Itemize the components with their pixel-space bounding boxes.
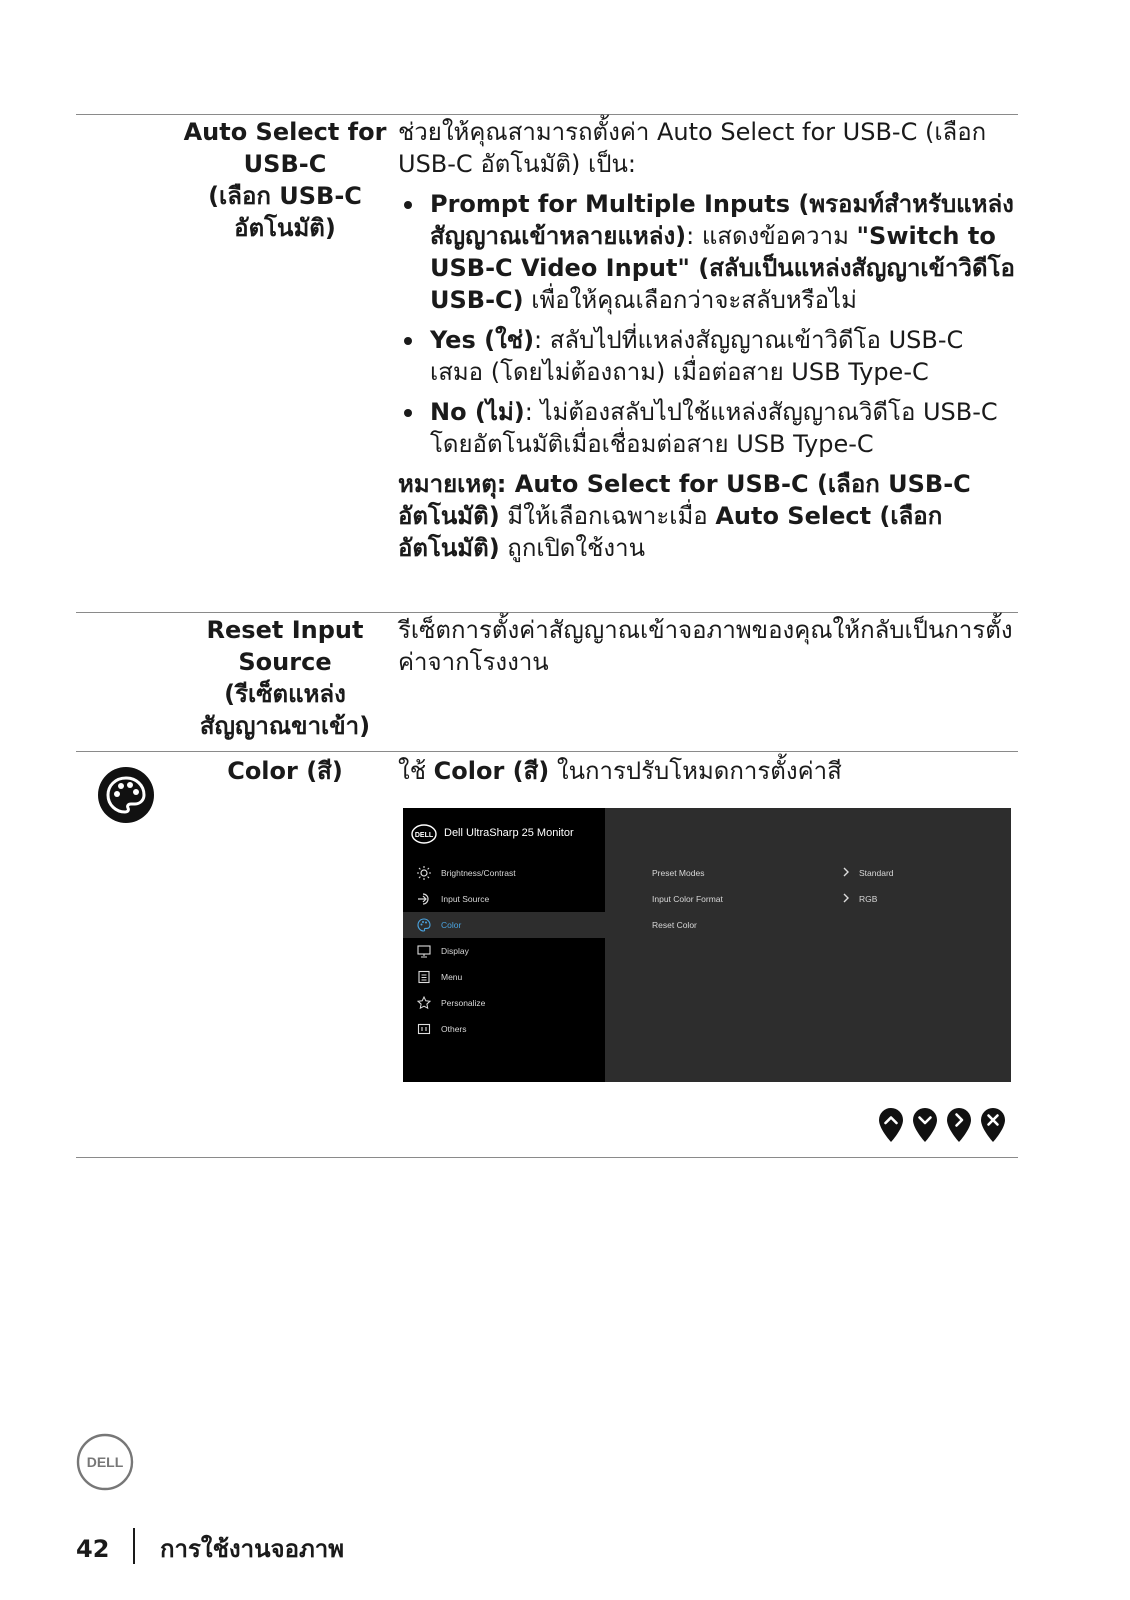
note [398,468,1018,564]
osd-menu-label: Others [441,1024,467,1034]
option-title: Yes (ใช่) [430,326,535,354]
dell-logo-icon [410,824,438,844]
osd-setting-value: RGB [859,894,878,904]
osd-menu-label: Display [441,946,469,956]
svg-text:DELL: DELL [86,1454,124,1470]
term-reset-input-source [176,614,394,742]
osd-setting-input-color-format[interactable] [605,886,1011,912]
option-text: : ไม่ต้องสลับไปใช้แหล่งสัญญาณวิดีโอ USB-C โดยอัตโนมัติเมื่อเชื่อมต่อสาย USB Type-C [430,398,998,458]
osd-sidebar [403,808,605,1082]
note-emphasis: Auto Select (เลือกอัตโนมัติ) [398,502,943,562]
osd-menu-personalize[interactable] [403,990,605,1016]
chapter-title: การใช้งานจอภาพ [160,1535,345,1563]
note-text: มีให้เลือกเฉพาะเมื่อ [499,502,716,530]
term-color [176,755,394,787]
term-line: อัตโนมัติ) [234,214,336,242]
osd-settings-panel [605,808,1011,1082]
display-icon [417,944,431,958]
desc-emphasis: Color (สี) [433,757,550,785]
osd-setting-value: Standard [859,868,894,878]
row-divider [76,612,1018,613]
right-button-icon [946,1107,972,1143]
option-no [398,396,1018,460]
osd-menu-color[interactable] [403,912,605,938]
osd-title: Dell UltraSharp 25 Monitor [444,827,574,839]
option-yes [398,324,1018,388]
color-palette-icon [417,918,431,932]
osd-menu-input-source[interactable] [403,886,605,912]
desc-reset-input-source [398,614,1018,678]
note-title: หมายเหตุ: Auto Select for USB-C (เลือก USB-C อัตโนมัติ) [398,470,971,530]
input-source-icon [417,892,431,906]
color-palette-icon [97,766,155,824]
osd-setting-label: Reset Color [652,920,697,930]
star-icon [417,996,431,1010]
others-icon [417,1022,431,1036]
chevron-right-icon [841,866,851,878]
option-prompt-multiple-inputs [398,188,1018,316]
term-line: Reset Input [206,616,364,644]
option-text: : สลับไปที่แหล่งสัญญาณเข้าวิดีโอ USB-C เสมอ (โดยไม่ต้องถาม) เมื่อต่อสาย USB Type-C [430,326,964,386]
term-line: Auto Select for [183,118,387,146]
osd-menu-label: Brightness/Contrast [441,868,516,878]
desc-intro: ช่วยให้คุณสามารถตั้งค่า Auto Select for USB-C (เลือก USB-C อัตโนมัติ) เป็น: [398,118,987,178]
osd-setting-reset-color[interactable] [605,912,1011,938]
osd-setting-label: Input Color Format [652,894,723,904]
desc-color [398,755,1018,787]
page-number: 42 [76,1535,110,1563]
term-line: Source [238,648,332,676]
note-text: ถูกเปิดใช้งาน [499,534,645,562]
desc-text: ใช้ [398,757,434,785]
svg-text:DELL: DELL [414,832,434,839]
option-text: เพื่อให้คุณเลือกว่าจะสลับหรือไม่ [523,286,857,314]
option-message: "Switch to USB-C Video Input" (สลับเป็นแหล่งสัญญาเข้าวิดีโอ USB-C) [430,222,1015,314]
up-button-icon [878,1107,904,1143]
menu-icon [417,970,431,984]
term-line: USB-C [243,150,327,178]
osd-menu-others[interactable] [403,1016,605,1042]
dell-logo-icon [76,1433,134,1491]
footer-divider [133,1528,135,1564]
option-text: : แสดงข้อความ [686,222,857,250]
brightness-icon [417,866,431,880]
row-divider [76,751,1018,752]
top-rule [76,114,1018,115]
option-title: No (ไม่) [430,398,525,426]
osd-setting-preset-modes[interactable] [605,860,1011,886]
osd-menu-menu[interactable] [403,964,605,990]
term-line: สัญญาณขาเข้า) [199,712,371,740]
term-line: (รีเซ็ตแหล่ง [224,680,346,708]
osd-menu-brightness-contrast[interactable] [403,860,605,886]
exit-button-icon [980,1107,1006,1143]
osd-menu-label: Color [441,920,462,930]
osd-menu-label: Input Source [441,894,490,904]
option-title: Prompt for Multiple Inputs (พรอมท์สำหรับแหล่งสัญญาณเข้าหลายแหล่ง) [430,190,1014,250]
osd-menu-label: Personalize [441,998,486,1008]
osd-menu-display[interactable] [403,938,605,964]
osd-menu-screenshot [403,808,1011,1082]
term-line: (เลือก USB-C [208,182,362,210]
bottom-rule [76,1157,1018,1158]
chevron-right-icon [841,892,851,904]
option-list [398,188,1018,460]
term-line: Color (สี) [227,757,343,785]
osd-menu-label: Menu [441,972,463,982]
desc-text: รีเซ็ตการตั้งค่าสัญญาณเข้าจอภาพของคุณให้กลับเป็นการตั้งค่าจากโรงงาน [398,616,1013,676]
term-auto-select-usbc [176,116,394,244]
desc-auto-select-usbc [398,116,1018,564]
down-button-icon [912,1107,938,1143]
desc-text: ในการปรับโหมดการตั้งค่าสี [549,757,842,785]
osd-setting-label: Preset Modes [652,868,705,878]
